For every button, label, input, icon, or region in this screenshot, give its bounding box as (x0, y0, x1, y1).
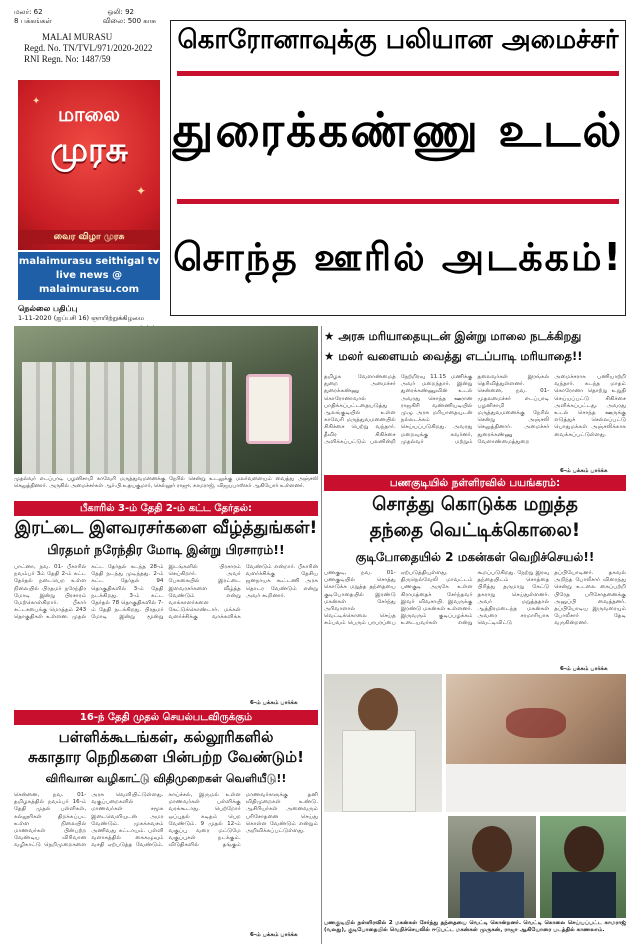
page-count: 8 பக்கங்கள் (14, 17, 52, 25)
murder-headline-2: தந்தை வெட்டிக்கொலை! (369, 520, 581, 541)
suspect-photo-2 (540, 816, 626, 918)
person-body (552, 872, 616, 918)
column-rule (321, 326, 322, 944)
bihar-subhead: பிரதமர் நரேந்திர மோடி இன்று பிரசாரம்!! (47, 542, 285, 557)
logo (18, 80, 160, 250)
schools-headline-1: பள்ளிக்கூடங்கள், கல்லூரிகளில் (58, 728, 274, 746)
schools-continued: 6-ம் பக்கம் பார்க்க (250, 932, 298, 938)
people-silhouettes (22, 362, 232, 474)
schools-body: சென்னை, நவ. 01- தமிழகத்தில் நவம்பர் 16-ம் தேதி முதல் பள்ளிகள், கல்லூரிகள் திறக்கப்பட உள்ள நிலையில் மாணவர்கள் பின்பற்ற வேண்டிய விரிவான வழிகாட்டு நெறிமுறைகளை அரசு வெளியிட்டுள்ளது. வகுப்பறைகளில் மாணவர்கள் சமூக இடைவெளியுடன் அமர வேண்டும். முகக்கவசம் அணிவது கட்டாயம். பள்ளி வளாகத்தில் கைகழுவும் வசதி ஏற்படுத்த வேண்டும். காய்ச்சல், இருமல் உள்ள மாணவர்கள் பள்ளிக்கு வரக்கூடாது. பெற்றோர் ஒப்புதல் கடிதம் பெற வேண்டும். 9 முதல் 12-ம் வகுப்பு வரை மட்டுமே வகுப்புகள் நடக்கும். விடுதிகளில் தங்கும் மாணவர்களுக்கு தனி விதிமுறைகள் உண்டு. ஆசிரியர்கள் அனைவரும் பரிசோதனை செய்து கொள்ள வேண்டும் என்றும் அறிவிக்கப்பட்டுள்ளது. (14, 792, 318, 849)
suspect-photo-1 (448, 816, 536, 918)
sparkle-icon: ✦ (136, 184, 147, 198)
person-body (460, 872, 524, 918)
issue-label: மலர்: 62 (14, 8, 43, 16)
date: 1-11-2020 (ஐப்பசி 16) ஞாயிற்றுக்கிழமை (18, 314, 145, 322)
murder-continued: 6-ம் பக்கம் பார்க்க (560, 666, 608, 672)
lead-kicker: கொரோனாவுக்கு பலியான அமைச்சர் (177, 25, 619, 55)
logo-tagline: வைர விழா முரசு (18, 230, 160, 244)
murder-body: பணகுடி, நவ. 01- பணகுடியில் சொத்து கொடுக்க மறுத்த தந்தையை குடிபோதையில் இரண்டு மகன்கள் சேர்ந்து அரிவாளால் வெட்டிக்கொலை செய்த சம்பவம் பெரும் பரபரப்பை ஏற்படுத்தியுள்ளது. திருநெல்வேலி மாவட்டம் பணகுடி அருகே உள்ள கிராமத்தைச் சேர்ந்தவர் இவர் விவசாயி. இவருக்கு இரண்டு மகன்கள் உள்ளனர். இருவரும் குடிப்பழக்கம் உடையவர்கள் என்று கூறப்படுகிறது. நேற்று இரவு தந்தையிடம் சொத்தை பிரித்து தருமாறு கேட்டு தகராறு செய்துள்ளனர். அவர் மறுத்ததால் ஆத்திரமடைந்த மகன்கள் அவரை சரமாரியாக வெட்டிவிட்டு தப்பியோடினர். தகவல் அறிந்த போலீசார் விரைந்து சென்று உடலை கைப்பற்றி பிரேத பரிசோதனைக்கு அனுப்பி வைத்தனர். தப்பியோடிய இருவரையும் போலீசார் தேடி வருகின்றனர். (324, 570, 626, 627)
logo-line-2: முரசு (50, 130, 128, 170)
murder-headline-1: சொத்து கொடுக்க மறுத்த (372, 494, 578, 515)
person-body (342, 730, 416, 812)
paper-name: MALAI MURASU (42, 32, 113, 42)
schools-headline-2: சுகாதார நெறிகளை பின்பற்ற வேண்டும்! (28, 748, 304, 766)
lead-photo-caption: முதல்வர் எடப்பாடி பழனிசாமி காவேரி மருத்துவமனைக்கு நேரில் சென்று உடலுக்கு மலர்வளையம் வைத்து அஞ்சலி செலுத்தினார். அருகில் அமைச்சர்கள் ஆர்.பி.உதயகுமார், செல்லூர் ராஜு, காமராஜ், விஜயபாஸ்கர் ஆகியோர் உள்ளனர். (14, 476, 318, 489)
murder-bar (324, 475, 626, 491)
web-promo (18, 252, 160, 300)
sparkle-icon: ✦ (32, 96, 41, 107)
number-label: ஒலி: 92 (107, 8, 134, 16)
lead-headline-1: துரைக்கண்ணு உடல் (172, 103, 624, 158)
rni-number: RNI Regn. No: 1487/59 (24, 54, 111, 64)
divider-red (177, 199, 619, 204)
schools-bar-text: 16-ந் தேதி முதல் செயல்படவிருக்கும் (79, 712, 253, 723)
web-line-2: live news @ (55, 270, 123, 281)
injured-photo (446, 674, 626, 812)
lead-continued: 6-ம் பக்கம் பார்க்க (560, 468, 608, 474)
lead-deck-2: ★ மலர் வளையம் வைத்து எடப்பாடி மரியாதை!! (324, 349, 583, 363)
lead-deck-1: ★ அரசு மரியாதையுடன் இன்று மாலை நடக்கிறது (324, 329, 582, 343)
schools-subhead: விரிவான வழிகாட்டு விதிமுறைகள் வெளியீடு!! (45, 772, 287, 785)
wound-mark (506, 708, 566, 738)
divider-red (177, 71, 619, 76)
bihar-bar (14, 501, 318, 516)
person-silhouette (358, 688, 398, 732)
masthead (14, 8, 164, 330)
lead-headline-2: சொந்த ஊரில் அடக்கம்! (173, 235, 623, 279)
bihar-continued: 6-ம் பக்கம் பார்க்க (250, 700, 298, 706)
lead-photo (14, 326, 318, 474)
lead-headline-box (170, 20, 626, 316)
price: விலை: 500 காசு (102, 17, 156, 25)
bed-sheet (446, 764, 626, 812)
logo-line-1: மாலை (57, 102, 121, 126)
edition: நெல்லை பதிப்பு (18, 304, 78, 313)
bihar-headline: இரட்டை இளவரசர்களை வீழ்த்துங்கள்! (14, 518, 318, 538)
bihar-bar-text: பீகாரில் 3-ம் தேதி 2-ம் கட்ட தேர்தல்: (79, 503, 253, 514)
murder-caption: பணகுடியில் நள்ளிரவில் 2 மகன்கள் சேர்ந்து தந்தையை வெட்டி கொன்றனர். வெட்டி கொலை செய்யப்பட்ட காமராஜ் (வலது), குடிபோதையில் வெறிச்செயலில் ஈடுபட்ட மகன்கள் முருகன், ராஜா ஆகியோரை படத்தில் காணலாம். (324, 920, 626, 933)
bihar-body: பாட்னா, நவ. 01- பீகாரில் நவம்பர் 3ம் தேதி 2-ம் கட்ட தேர்தல் நடைபெற உள்ள நிலையில் பிரதமர் நரேந்திர மோடி இன்று பிரசாரம் மேற்கொள்கிறார். பீகார் சட்டசபைக்கு மொத்தம் 243 தொகுதிகள் உள்ளன. முதல் கட்ட தேர்தல் கடந்த 28-ம் தேதி நடந்து முடிந்தது. 2-ம் கட்ட தேர்தல் 94 தொகுதிகளில் 3-ம் தேதி நடக்கிறது. 3-ம் கட்ட தேர்தல் 78 தொகுதிகளில் 7-ம் தேதி நடக்கிறது. பிரதமர் மோடி இன்று மூன்று இடங்களில் பிரசாரம் செய்கிறார். அவர் பேசுகையில் இரட்டை இளவரசர்களை வீழ்த்த வேண்டும் என்று வாக்காளர்களை கேட்டுக்கொண்டார். மக்கள் வளர்ச்சிக்கு வாக்களிக்க வேண்டும் என்றார். பீகாரின் வளர்ச்சிக்கு தேசிய ஜனநாயக கூட்டணி அரசு தொடர வேண்டும் என்று அவர் கூறினார். (14, 564, 318, 621)
web-line-1: malaimurasu seithigal tv (18, 256, 160, 267)
person-silhouette (472, 826, 512, 872)
regd-number: Regd. No. TN/TVL/971/2020-2022 (24, 43, 153, 53)
web-line-3: malaimurasu.com (38, 284, 140, 295)
murder-subhead: குடிபோதையில் 2 மகன்கள் வெறிச்செயல்!! (355, 550, 595, 564)
schools-bar (14, 710, 318, 725)
wreath-image (246, 374, 292, 444)
lead-body: தமிழக வேளாண்மைத் துறை அமைச்சர் துரைக்கண்ணு கொரோனாவால் பாதிக்கப்பட்டதையடுத்து ஆலங்குடியில் உள்ள காவேரி மருத்துவமனையில் சிகிச்சை பெற்று வந்தார். தீவிர சிகிச்சை அளிக்கப்பட்டும் பலனின்றி நேற்றிரவு 11.15 மணிக்கு அவர் மறைந்தார். இன்று துரைக்கண்ணுவின் உடல் அவரது சொந்த ஊரான ராஜகிரி வண்ணியடியில் முழு அரசு மரியாதையுடன் நல்லடக்கம் செய்யப்படுகிறது. அவரது மறைவுக்கு கவர்னர், முதல்வர் மற்றும் தலைவர்கள் இரங்கல் தெரிவித்துள்ளனர். சென்னை, நவ. 01- முதலமைச்சர் எடப்பாடி பழனிசாமி மருத்துவமனைக்கு நேரில் சென்று அஞ்சலி செலுத்தினார். அமைச்சர் துரைக்கண்ணு வேளாண்மைத்துறை அமைச்சராக பணியாற்றி வந்தார். கடந்த மாதம் கொரோனா தொற்று உறுதி செய்யப்பட்டு சிகிச்சை அளிக்கப்பட்டது. அவரது உடல் சொந்த ஊருக்கு எடுத்துச் செல்லப்பட்டு பொதுமக்கள் அஞ்சலிக்காக வைக்கப்பட்டுள்ளது. (324, 374, 626, 445)
murder-bar-text: பணகுடியில் நள்ளிரவில் பயங்கரம்: (389, 477, 561, 489)
victim-photo (324, 674, 442, 812)
person-silhouette (564, 826, 604, 872)
lead-deck (324, 326, 626, 370)
